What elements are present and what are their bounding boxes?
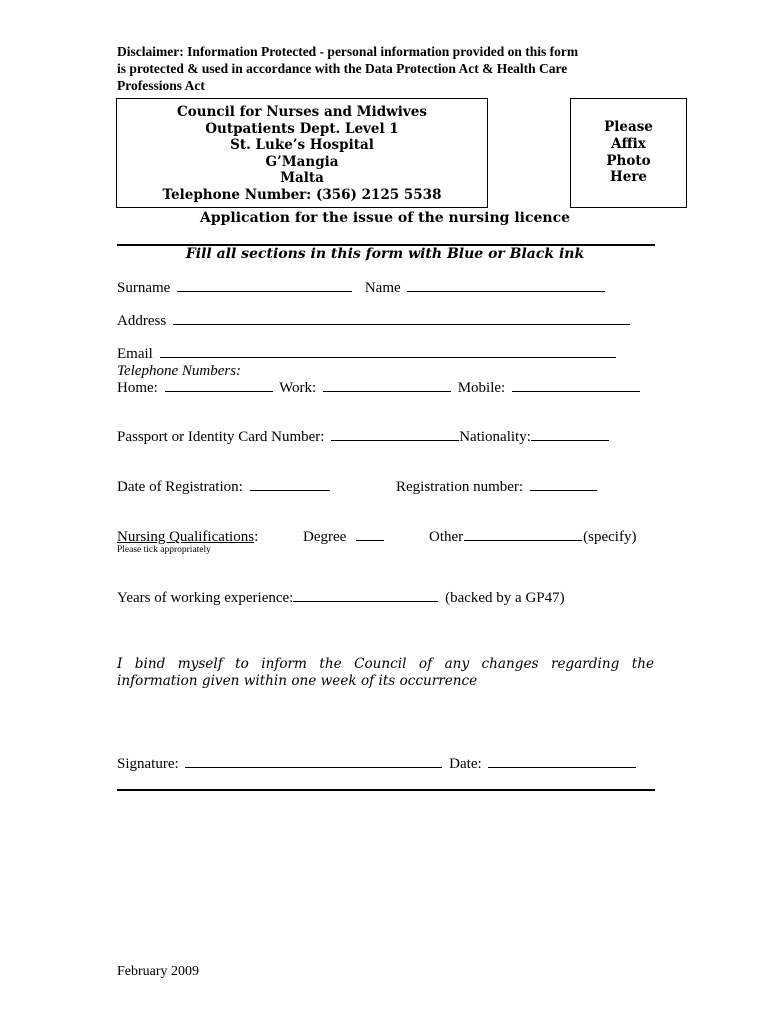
degree-label: Degree bbox=[303, 529, 347, 545]
mobile-phone-field[interactable] bbox=[512, 390, 640, 392]
disclaimer-line: is protected & used in accordance with the Data Protection Act & Health Care bbox=[117, 61, 568, 76]
signature-row bbox=[117, 756, 639, 773]
bottom-divider bbox=[117, 789, 655, 791]
form-title: Application for the issue of the nursing licence bbox=[199, 210, 571, 226]
council-town: G’Mangia bbox=[265, 153, 339, 170]
email-field[interactable] bbox=[160, 356, 616, 358]
mobile-label: Mobile: bbox=[457, 380, 506, 396]
council-dept: Outpatients Dept. Level 1 bbox=[205, 120, 399, 137]
address-label: Address bbox=[117, 313, 167, 329]
experience-label: Years of working experience: bbox=[117, 590, 294, 606]
photo-box[interactable] bbox=[570, 98, 687, 208]
date-registration-row bbox=[117, 479, 333, 496]
nationality-label: Nationality: bbox=[459, 429, 531, 445]
signature-field[interactable] bbox=[185, 766, 442, 768]
email-row bbox=[117, 346, 619, 363]
passport-label: Passport or Identity Card Number: bbox=[117, 429, 325, 445]
other-label: Other bbox=[429, 529, 464, 545]
surname-row bbox=[117, 280, 608, 297]
photo-box-line: Affix bbox=[611, 135, 646, 152]
photo-box-line: Here bbox=[609, 169, 648, 186]
council-country: Malta bbox=[280, 170, 324, 187]
tick-note: Please tick appropriately bbox=[117, 545, 211, 555]
date-registration-field[interactable] bbox=[250, 489, 330, 491]
registration-number-label: Registration number: bbox=[396, 479, 524, 495]
photo-box-line: Please bbox=[604, 119, 653, 135]
photo-box-line: Photo bbox=[606, 152, 651, 169]
council-address-box bbox=[116, 98, 488, 208]
experience-field[interactable] bbox=[293, 600, 438, 602]
other-option bbox=[429, 529, 636, 546]
commitment-line: information given within one week of its occurrence bbox=[117, 673, 478, 689]
council-name: Council for Nurses and Midwives bbox=[177, 104, 427, 120]
name-label: Name bbox=[364, 280, 401, 296]
registration-number-row bbox=[396, 479, 600, 496]
disclaimer-line: Professions Act bbox=[117, 78, 205, 93]
ink-note: Fill all sections in this form with Blue or Black ink bbox=[185, 246, 585, 262]
disclaimer-line: Disclaimer: Information Protected - personal information provided on this form bbox=[117, 44, 579, 59]
address-field[interactable] bbox=[173, 323, 630, 325]
qualifications-row bbox=[117, 529, 258, 546]
phone-row bbox=[117, 380, 643, 397]
commitment-statement bbox=[117, 656, 654, 690]
disclaimer bbox=[117, 43, 657, 94]
footer-date: February 2009 bbox=[117, 964, 200, 979]
specify-label: (specify) bbox=[583, 529, 637, 545]
work-phone-field[interactable] bbox=[323, 390, 451, 392]
degree-checkbox[interactable] bbox=[356, 539, 384, 541]
date-field[interactable] bbox=[488, 766, 636, 768]
date-label: Date: bbox=[449, 756, 482, 772]
nationality-field[interactable] bbox=[531, 439, 609, 441]
address-row bbox=[117, 313, 633, 330]
qualifications-colon: : bbox=[254, 529, 259, 545]
surname-label: Surname bbox=[117, 280, 171, 296]
telephone-heading: Telephone Numbers: bbox=[117, 363, 242, 379]
date-registration-label: Date of Registration: bbox=[117, 479, 243, 495]
surname-field[interactable] bbox=[177, 290, 352, 292]
degree-option bbox=[303, 529, 387, 546]
commitment-line: I bind myself to inform the Council of any changes regarding the bbox=[117, 656, 654, 672]
email-label: Email bbox=[117, 346, 153, 362]
experience-row bbox=[117, 590, 565, 607]
signature-label: Signature: bbox=[117, 756, 179, 772]
registration-number-field[interactable] bbox=[530, 489, 597, 491]
gp47-note: (backed by a GP47) bbox=[445, 590, 565, 606]
home-label: Home: bbox=[117, 380, 158, 396]
council-phone: Telephone Number: (356) 2125 5538 bbox=[162, 186, 442, 203]
work-label: Work: bbox=[279, 380, 317, 396]
name-field[interactable] bbox=[407, 290, 605, 292]
home-phone-field[interactable] bbox=[165, 390, 273, 392]
passport-row bbox=[117, 429, 612, 446]
passport-field[interactable] bbox=[331, 439, 459, 441]
council-hospital: St. Luke’s Hospital bbox=[230, 137, 374, 154]
other-field[interactable] bbox=[464, 539, 582, 541]
qualifications-label: Nursing Qualifications bbox=[117, 529, 255, 545]
